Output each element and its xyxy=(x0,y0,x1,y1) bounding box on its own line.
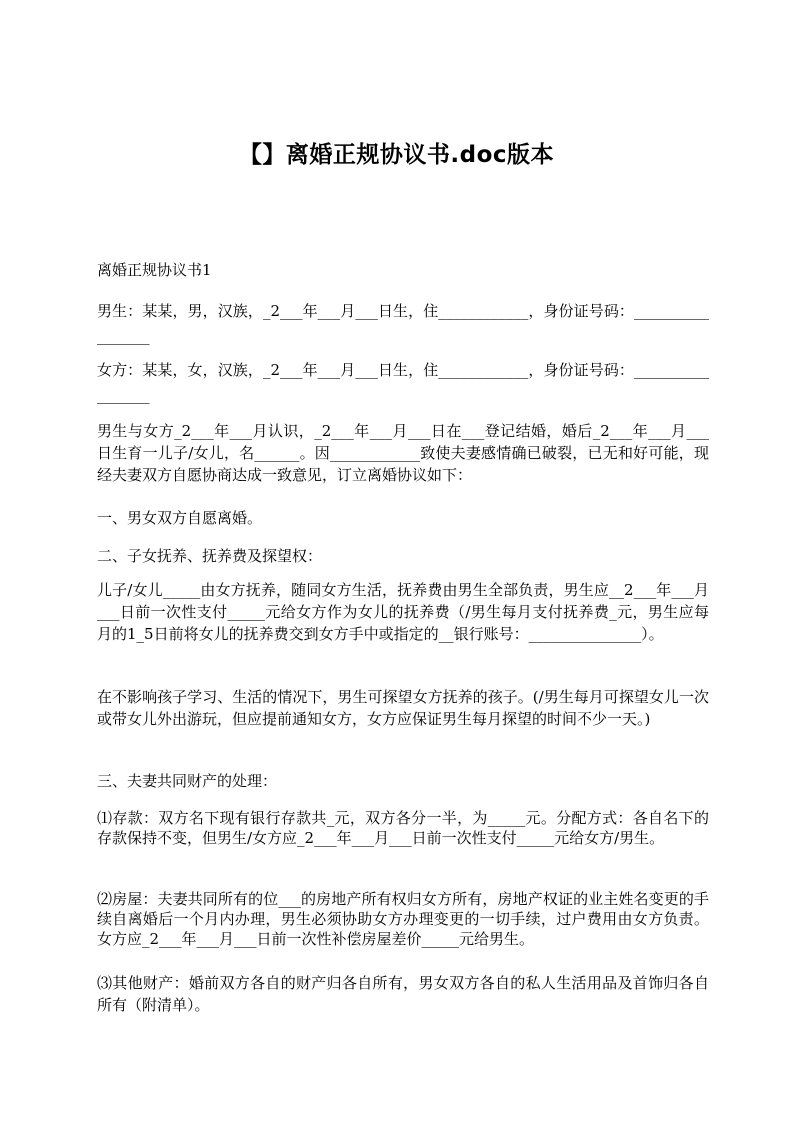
deposit-paragraph: ⑴存款：双方名下现有银行存款共_元，双方各分一半，为_____元。分配方式：各自名下的存款保持不变，但男生/女方应_2___年___月___日前一次性支付_____元给女方/男生。 xyxy=(97,809,709,847)
male-party-paragraph: 男生：某某，男，汉族，_2___年___月___日生，住____________，身份证号码：_________________ xyxy=(97,302,709,345)
clause-1-heading: 一、男女双方自愿离婚。 xyxy=(97,509,263,527)
female-party-paragraph: 女方：某某，女，汉族，_2___年___月___日生，住____________，身份证号码：_________________ xyxy=(97,361,709,404)
clause-2-heading: 二、子女抚养、抚养费及探望权： xyxy=(97,547,323,565)
document-title: 【】离婚正规协议书.doc版本 xyxy=(238,142,555,168)
child-support-paragraph: 儿子/女儿_____由女方抚养，随同女方生活，抚养费由男生全部负责，男生应__2___年___月___日前一次性支付_____元给女方作为女儿的抚养费（/男生每月支付抚养费_元，男生应每月的1_5日前将女儿的抚养费交到女方手中或指定的__银行账号：_______________）。 xyxy=(97,581,709,643)
marriage-background-paragraph: 男生与女方_2___年___月认识，_2___年___月___日在___登记结婚，婚后_2___年___月___日生育一儿子/女儿，名______。因____________致使夫妻感情确已破裂，已无和好可能，现经夫妻双方自愿协商达成一致意见，订立离婚协议如下： xyxy=(97,422,709,484)
subtitle-paragraph: 离婚正规协议书1 xyxy=(97,261,212,279)
visitation-paragraph: 在不影响孩子学习、生活的情况下，男生可探望女方抚养的孩子。(/男生每月可探望女儿一次或带女儿外出游玩，但应提前通知女方，女方应保证男生每月探望的时间不少一天。) xyxy=(97,688,709,728)
house-paragraph: ⑵房屋：夫妻共同所有的位___的房地产所有权归女方所有，房地产权证的业主姓名变更的手续自离婚后一个月内办理，男生必须协助女方办理变更的一切手续，过户费用由女方负责。女方应_2___年___月___日前一次性补偿房屋差价_____元给男生。 xyxy=(97,890,709,948)
clause-3-heading: 三、夫妻共同财产的处理： xyxy=(97,772,278,790)
other-property-paragraph: ⑶其他财产：婚前双方各自的财产归各自所有，男女双方各自的私人生活用品及首饰归各自所有（附清单）。 xyxy=(97,974,709,1014)
